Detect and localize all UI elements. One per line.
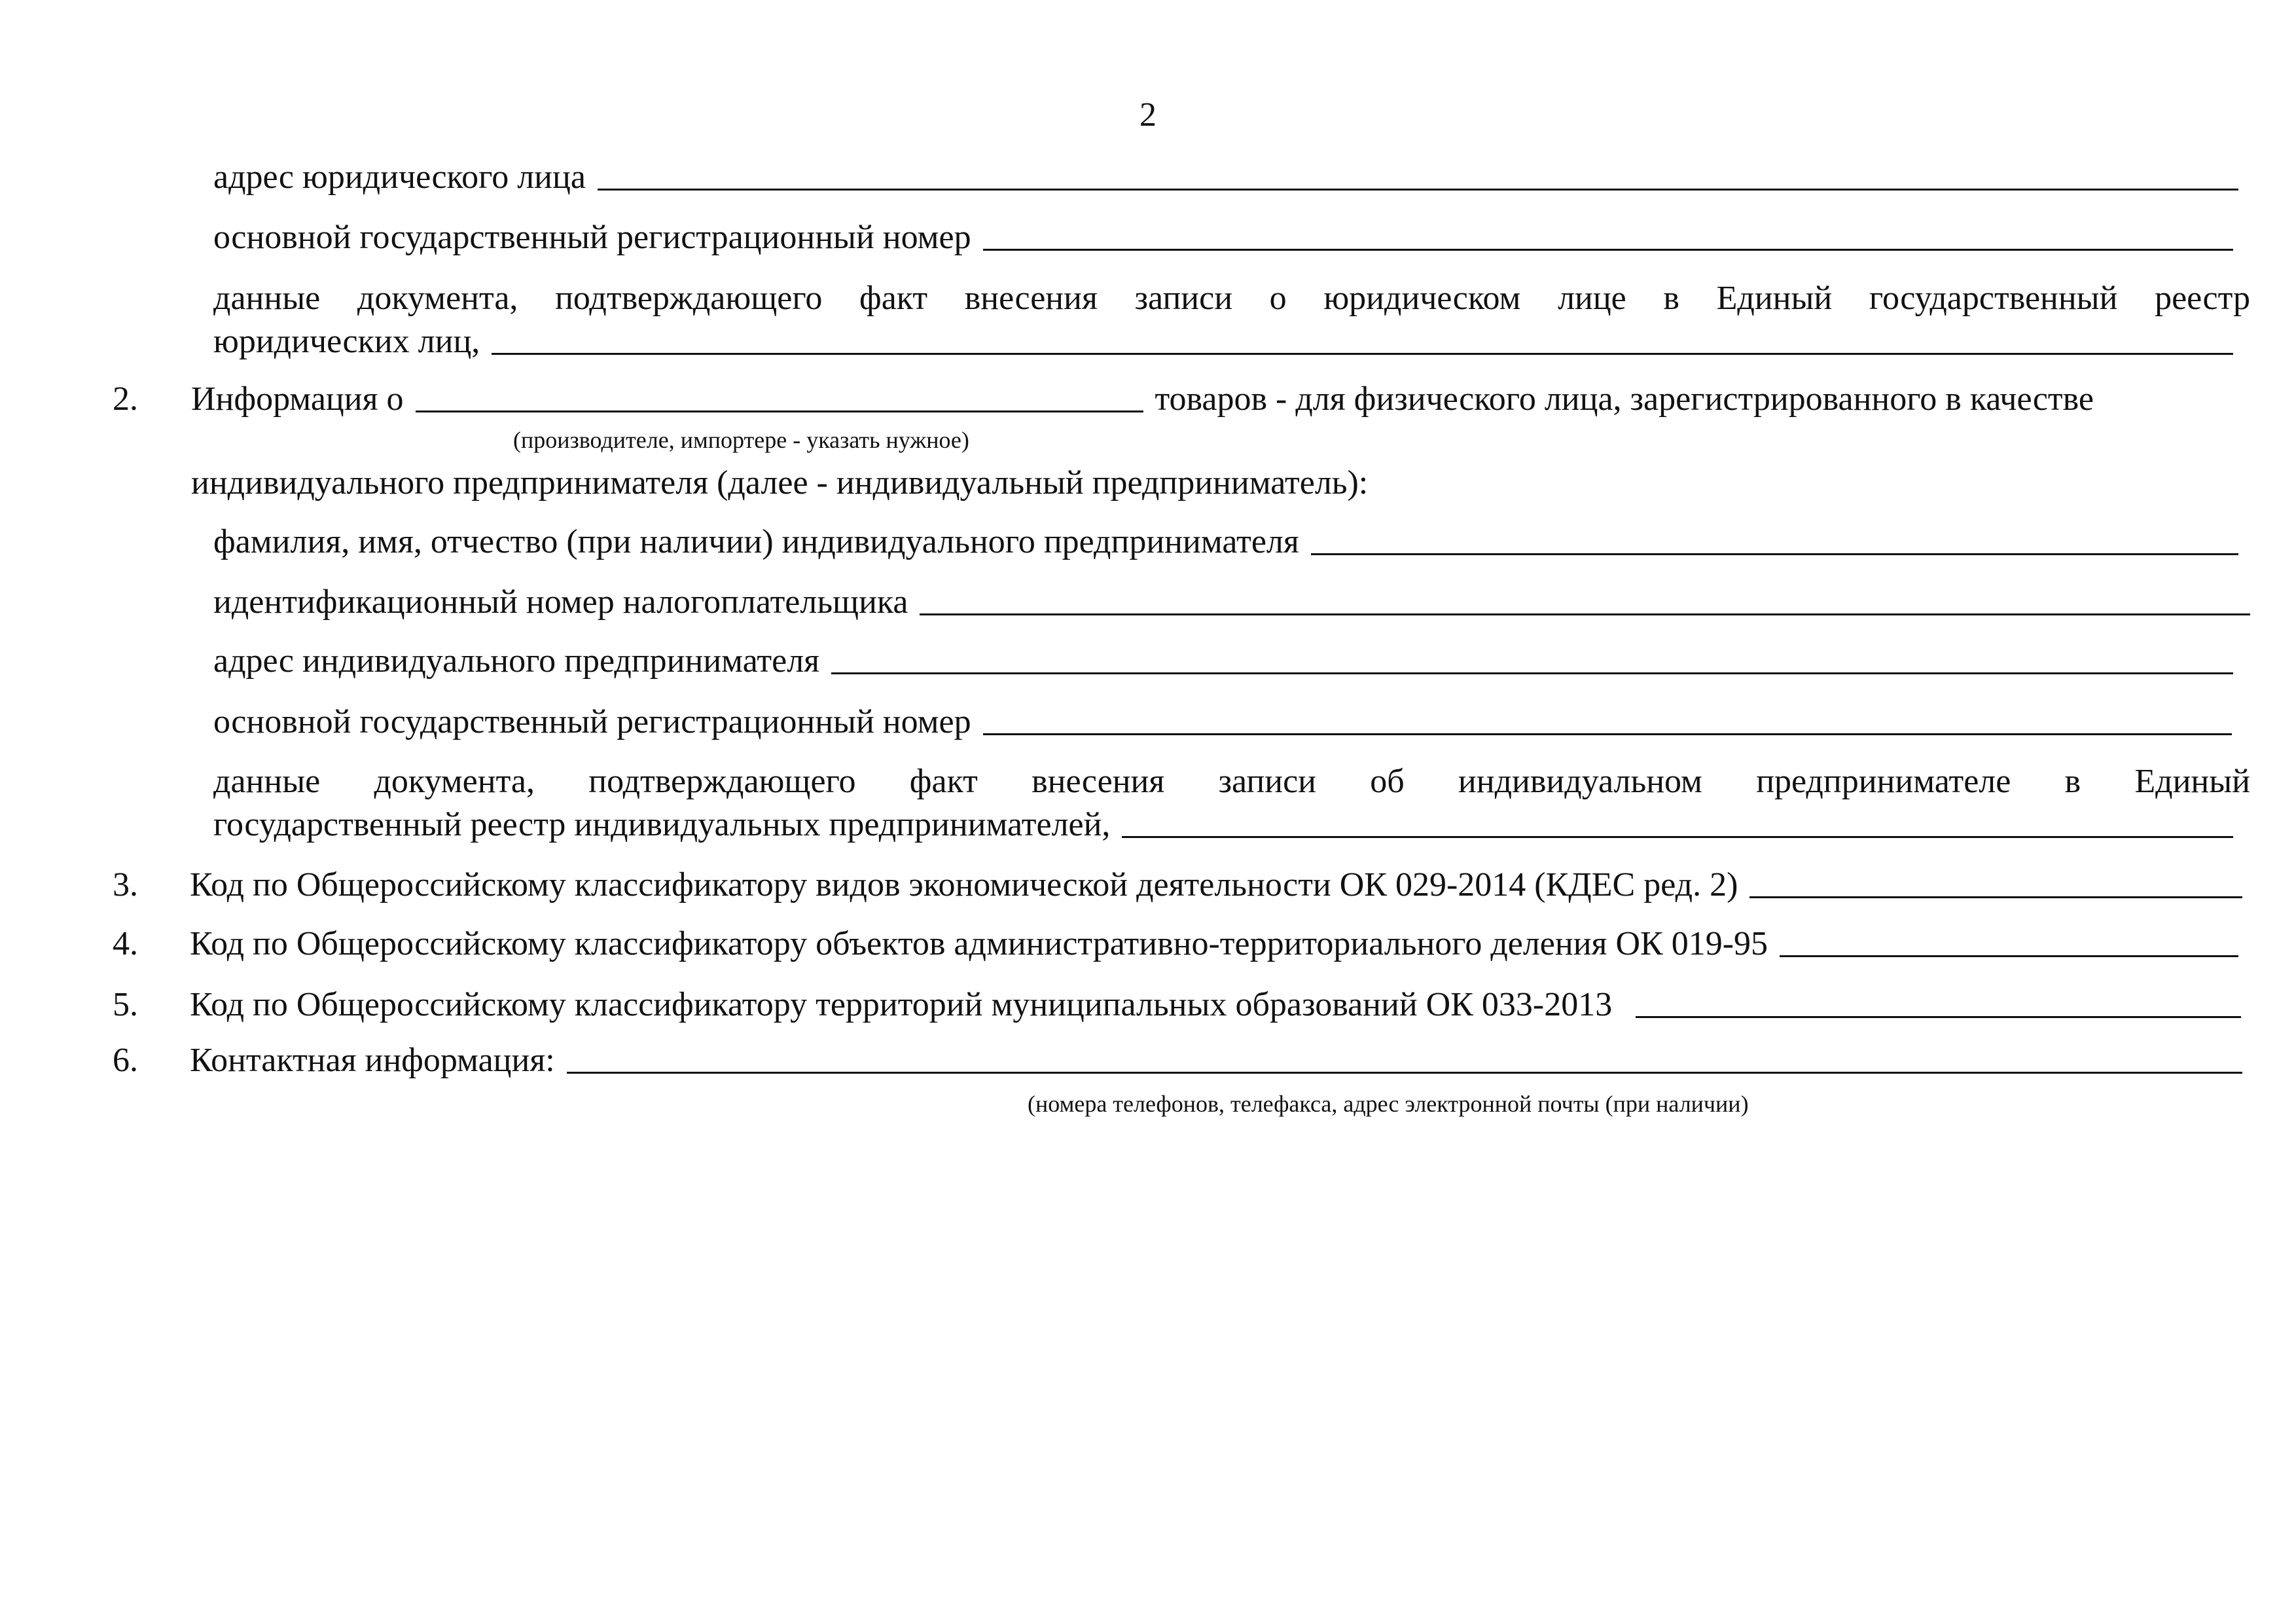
okato-label: Код по Общероссийскому классификатору объектов административно-территориального деления ОК 019-95 (190, 925, 1768, 962)
ip-address-field[interactable] (831, 672, 2233, 674)
section-3-number: 3. (113, 866, 138, 903)
info-suffix: товаров - для физического лица, зарегистрированного в качестве (1155, 380, 2094, 418)
ip-inn-row (213, 585, 2250, 619)
okato-row (190, 927, 2238, 961)
legal-ogrn-row (213, 221, 2233, 255)
oktmo-label: Код по Общероссийскому классификатору территорий муниципальных образований ОК 033-2013 (190, 986, 1613, 1023)
legal-address-field[interactable] (598, 188, 2238, 191)
ip-ogrn-row (213, 705, 2232, 739)
ip-fio-label: фамилия, имя, отчество (при наличии) индивидуального предпринимателя (213, 523, 1299, 560)
producer-importer-caption: (производителе, импортере - указать нужное) (513, 427, 969, 453)
section-6-number: 6. (113, 1042, 138, 1079)
contact-label: Контактная информация: (190, 1042, 555, 1079)
egrip-doc-line1: данные документа, подтверждающего факт внесения записи об индивидуальном предпринимателе в Единый (213, 763, 2250, 800)
egrul-doc-line2: юридических лиц, (213, 323, 480, 360)
ip-fio-field[interactable] (1311, 553, 2238, 555)
info-line2-text: индивидуального предпринимателя (далее - индивидуальный предприниматель): (191, 464, 1369, 501)
okved-label: Код по Общероссийскому классификатору видов экономической деятельности ОК 029-2014 (КДЕС ред. 2) (190, 866, 1738, 903)
oktmo-field[interactable] (1636, 1015, 2241, 1018)
section-5-number: 5. (113, 986, 138, 1023)
contact-caption: (номера телефонов, телефакса, адрес электронной почты (при наличии) (1028, 1091, 1749, 1117)
ip-ogrn-label: основной государственный регистрационный номер (213, 703, 971, 740)
egrul-doc-row (213, 325, 2233, 359)
okato-field[interactable] (1780, 955, 2238, 957)
ip-ogrn-field[interactable] (983, 733, 2232, 735)
legal-address-row (213, 160, 2238, 194)
contact-row (190, 1044, 2242, 1078)
egrul-doc-line1: данные документа, подтверждающего факт внесения записи о юридическом лице в Единый государственный реестр (213, 280, 2250, 317)
okved-field[interactable] (1749, 896, 2242, 898)
okved-row (190, 868, 2242, 902)
info-prefix: Информация о (191, 380, 404, 418)
ip-inn-field[interactable] (920, 613, 2250, 615)
ip-inn-label: идентификационный номер налогоплательщика (213, 583, 908, 621)
egrul-doc-field[interactable] (492, 352, 2233, 355)
info-line2 (191, 466, 1368, 500)
legal-ogrn-field[interactable] (983, 248, 2233, 251)
producer-importer-field[interactable] (416, 410, 1143, 412)
egrip-doc-row (213, 808, 2233, 842)
legal-ogrn-label: основной государственный регистрационный номер (213, 219, 971, 256)
ip-address-row (213, 644, 2233, 678)
egrip-doc-line2: государственный реестр индивидуальных предпринимателей, (213, 806, 1111, 843)
section-4-number: 4. (113, 925, 138, 962)
section-2-number: 2. (113, 380, 138, 418)
contact-field[interactable] (567, 1071, 2242, 1074)
info-row (191, 382, 2250, 416)
ip-fio-row (213, 525, 2238, 559)
egrip-doc-field[interactable] (1122, 835, 2233, 838)
page-number: 2 (1139, 96, 1157, 134)
ip-address-label: адрес индивидуального предпринимателя (213, 642, 820, 680)
legal-address-label: адрес юридического лица (213, 158, 586, 196)
oktmo-row (190, 988, 2241, 1022)
